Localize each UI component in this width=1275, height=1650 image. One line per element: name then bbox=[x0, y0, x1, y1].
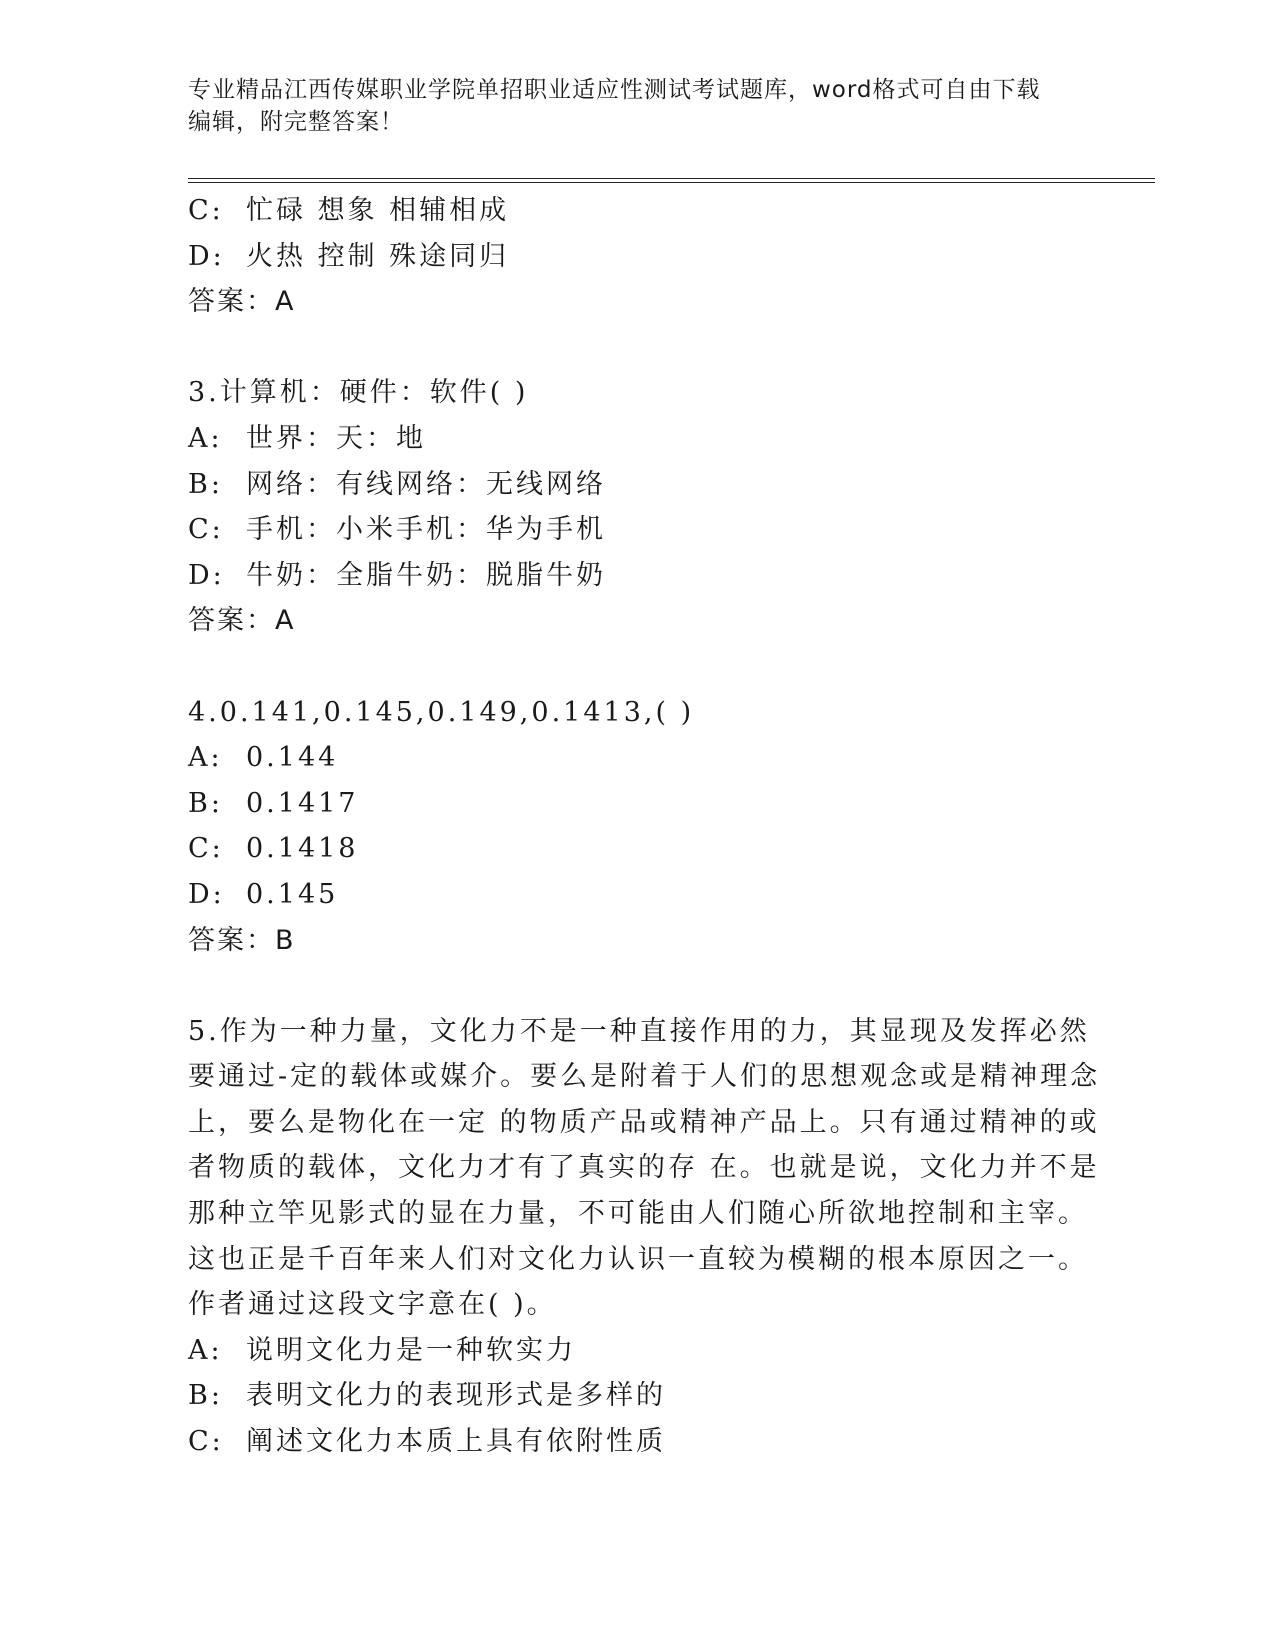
answer-line: 答案：A bbox=[188, 605, 296, 637]
option-text: 网络：有线网络：无线网络 bbox=[246, 468, 606, 500]
answer-line: 答案：B bbox=[188, 924, 296, 956]
question-5 bbox=[188, 1009, 1101, 1465]
option-a bbox=[188, 1328, 1088, 1374]
document-body bbox=[188, 188, 1101, 1465]
header-line-2: 编辑，附完整答案！ bbox=[188, 109, 404, 135]
option-text: 牛奶：全脂牛奶：脱脂牛奶 bbox=[246, 559, 606, 591]
question-stem: 3.计算机：硬件：软件( ) bbox=[188, 377, 529, 409]
option-text: 0.145 bbox=[246, 878, 339, 910]
option-text: 手机：小米手机：华为手机 bbox=[246, 514, 606, 546]
option-text: 表明文化力的表现形式是多样的 bbox=[246, 1380, 666, 1412]
header-divider-bottom bbox=[188, 182, 1155, 183]
option-text: 说明文化力是一种软实力 bbox=[246, 1334, 576, 1366]
stem-line: 那种立竿见影式的显在力量，不可能由人们随心所欲地控制和主宰。 bbox=[188, 1198, 1088, 1230]
option-d bbox=[188, 553, 1088, 599]
question-stem: 4.0.141,0.145,0.149,0.1413,( ) bbox=[188, 696, 695, 728]
option-letter: B: bbox=[188, 787, 223, 819]
option-letter: A: bbox=[188, 1334, 223, 1366]
option-text: 0.144 bbox=[246, 742, 339, 774]
option-letter: D: bbox=[188, 240, 225, 272]
question-2 bbox=[188, 188, 1088, 325]
option-letter: A: bbox=[188, 742, 223, 774]
option-b bbox=[188, 781, 1088, 827]
option-c bbox=[188, 188, 1088, 234]
option-a bbox=[188, 735, 1088, 781]
option-letter: C: bbox=[188, 1426, 224, 1458]
option-letter: B: bbox=[188, 468, 223, 500]
option-text: 火热 控制 殊途同归 bbox=[246, 240, 510, 272]
option-b bbox=[188, 1373, 1088, 1419]
option-letter: C: bbox=[188, 514, 224, 546]
stem-line: 这也正是千百年来人们对文化力认识一直较为模糊的根本原因之一。 bbox=[188, 1243, 1088, 1275]
question-3 bbox=[188, 370, 1088, 644]
option-d bbox=[188, 872, 1088, 918]
stem-line: 作者通过这段文字意在( )。 bbox=[188, 1289, 557, 1321]
option-d bbox=[188, 234, 1088, 280]
stem-line: 者物质的载体，文化力才有了真实的存 在。也就是说，文化力并不是 bbox=[188, 1152, 1100, 1184]
stem-line: 要通过-定的载体或媒介。要么是附着于人们的思想观念或是精神理念 bbox=[188, 1061, 1101, 1093]
option-c bbox=[188, 1419, 1088, 1465]
header-divider-top bbox=[188, 178, 1155, 179]
option-letter: C: bbox=[188, 195, 224, 226]
option-letter: C: bbox=[188, 833, 224, 865]
option-text: 阐述文化力本质上具有依附性质 bbox=[246, 1426, 666, 1458]
option-text: 0.1418 bbox=[246, 833, 359, 865]
option-a bbox=[188, 416, 1088, 462]
question-4 bbox=[188, 690, 1088, 964]
header-line-1: 专业精品江西传媒职业学院单招职业适应性测试考试题库，word格式可自由下载 bbox=[188, 77, 1041, 103]
option-c bbox=[188, 826, 1088, 872]
option-letter: B: bbox=[188, 1380, 223, 1412]
option-text: 忙碌 想象 相辅相成 bbox=[246, 195, 510, 226]
option-letter: D: bbox=[188, 878, 225, 910]
stem-line: 5.作为一种力量，文化力不是一种直接作用的力，其显现及发挥必然 bbox=[188, 1015, 1090, 1047]
option-letter: D: bbox=[188, 559, 225, 591]
option-text: 0.1417 bbox=[246, 787, 359, 819]
option-b bbox=[188, 462, 1088, 508]
document-header bbox=[188, 74, 1088, 138]
stem-line: 上，要么是物化在一定 的物质产品或精神产品上。只有通过精神的或 bbox=[188, 1106, 1100, 1138]
answer-line: 答案：A bbox=[188, 286, 296, 318]
option-letter: A: bbox=[188, 422, 223, 454]
option-c bbox=[188, 507, 1088, 553]
question-stem bbox=[188, 1009, 1101, 1328]
option-text: 世界：天：地 bbox=[246, 422, 426, 454]
